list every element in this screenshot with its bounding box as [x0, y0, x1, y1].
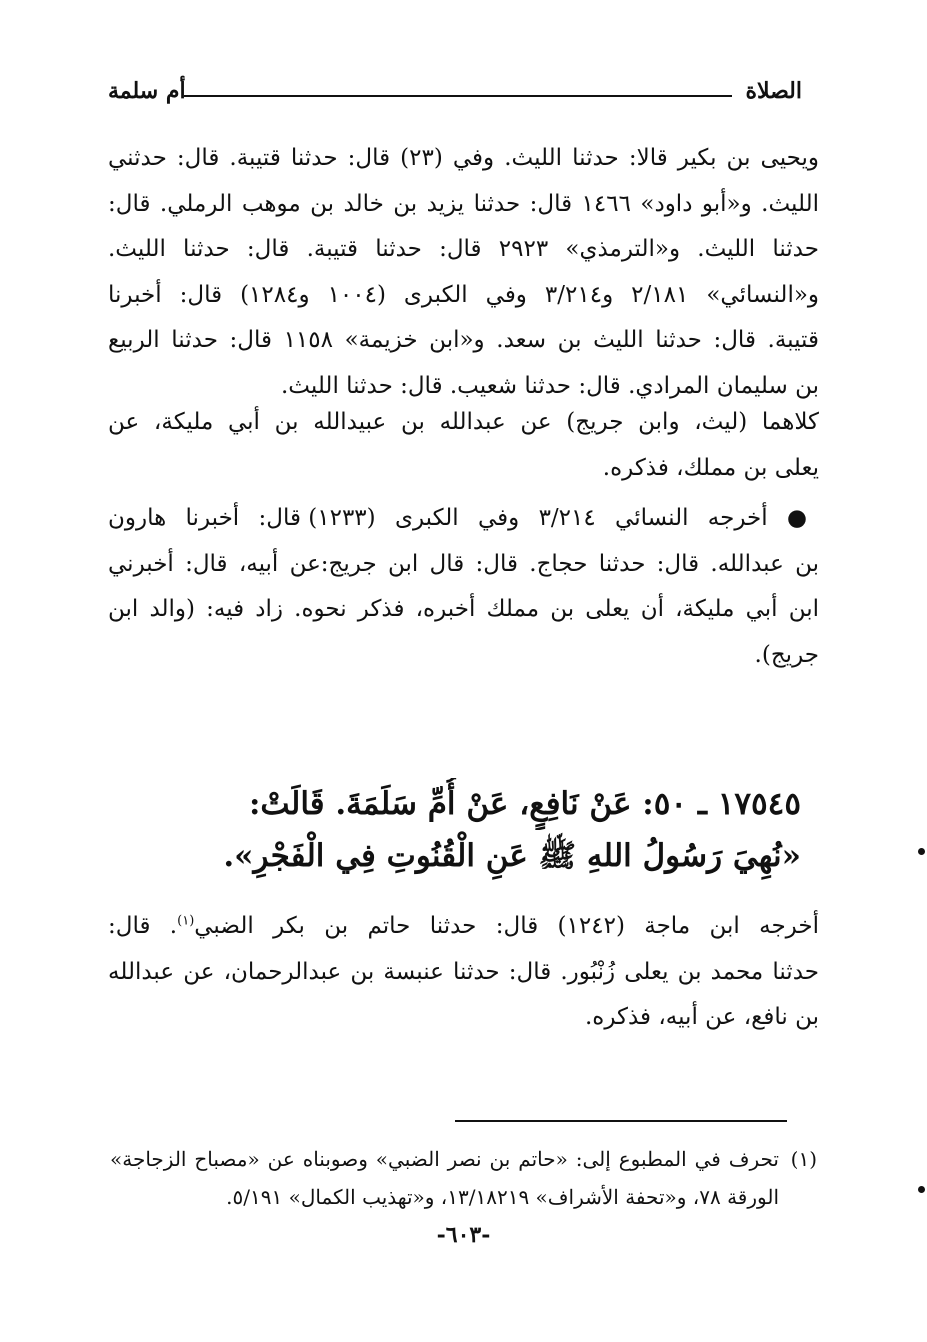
text-line: ● أخرجه النسائي ٣/٢١٤ وفي الكبرى (١٢٣٣) قال: أخبرنا هارون: [108, 505, 819, 531]
footnote: [110, 1140, 817, 1216]
footnote-line: تحرف في المطبوع إلى: «حاتم بن نصر الضبي» وصوبناه عن «مصباح الزجاجة»: [110, 1147, 779, 1171]
text-line: ويحيى بن بكير قالا: حدثنا الليث. وفي (٢٣) قال: حدثنا قتيبة. قال: حدثني: [108, 145, 819, 171]
text-line: بن نافع، عن أبيه، فذكره.: [584, 1004, 819, 1030]
text-line: ابن أبي مليكة، أن يعلى بن مملك أخبره، فذكر نحوه. زاد فيه: (والد ابن: [108, 596, 819, 622]
text-line: [108, 904, 819, 950]
text-line: جريج).: [754, 641, 819, 668]
text-segment: . قال:: [108, 913, 178, 939]
hadith-text: [108, 778, 819, 882]
running-header: [108, 78, 802, 112]
text-line: الليث. و«أبو داود» ١٤٦٦ قال: حدثنا يزيد بن خالد بن موهب الرملي. قال:: [108, 190, 819, 217]
narration-paragraph: [108, 400, 819, 491]
page-number: -٦٠٣-: [436, 1222, 491, 1248]
hadith-line: «نُهِيَ رَسُولُ اللهِ ﷺ عَنِ الْقُنُوتِ فِي الْفَجْرِ».: [223, 838, 801, 874]
margin-dot: [918, 1186, 925, 1193]
margin-dot: [918, 848, 925, 855]
text-line: يعلى بن مملك، فذكره.: [602, 454, 819, 481]
text-line: حدثنا الليث. و«الترمذي» ٢٩٢٣ قال: حدثنا قتيبة. قال: حدثنا الليث.: [108, 236, 819, 262]
sources-paragraph-2: [108, 496, 819, 678]
section-title: الصلاة: [745, 78, 802, 104]
footnote-number: (١): [790, 1147, 817, 1171]
hadith-line: ١٧٥٤٥ ـ ٥٠: عَنْ نَافِعٍ، عَنْ أُمِّ سَلَمَةَ. قَالَتْ:: [248, 786, 801, 822]
sources-paragraph-3: [108, 904, 819, 1041]
text-line: و«النسائي» ٢/١٨١ و٣/٢١٤ وفي الكبرى (١٠٠٤ و١٢٨٤) قال: أخبرنا: [108, 281, 819, 308]
text-line: حدثنا محمد بن يعلى زُنْبُور. قال: حدثنا عنبسة بن عبدالرحمان، عن عبدالله: [108, 958, 819, 985]
footnote-line: الورقة ٧٨، و«تحفة الأشراف» ١٣/١٨٢١٩، و«تهذيب الكمال» ٥/١٩١.: [226, 1185, 779, 1209]
text-line: بن عبدالله. قال: حدثنا حجاج. قال: قال ابن جريج:عن أبيه، قال: أخبرني: [108, 550, 819, 577]
sources-paragraph-1: [108, 136, 819, 409]
text-line: قتيبة. قال: حدثنا الليث بن سعد. و«ابن خزيمة» ١١٥٨ قال: حدثنا الربيع: [108, 327, 819, 353]
text-line: كلاهما (ليث، وابن جريج) عن عبدالله بن عبيدالله بن أبي مليكة، عن: [108, 409, 819, 435]
header-rule: [184, 95, 732, 97]
text-segment: أخرجه ابن ماجة (١٢٤٢) قال: حدثنا حاتم بن بكر الضبي: [194, 913, 819, 939]
text-line: بن سليمان المرادي. قال: حدثنا شعيب. قال: حدثنا الليث.: [280, 372, 819, 399]
footnote-separator: [455, 1120, 787, 1122]
narrator-name: أم سلمة: [108, 78, 186, 104]
footnote-marker: (١): [177, 913, 195, 929]
